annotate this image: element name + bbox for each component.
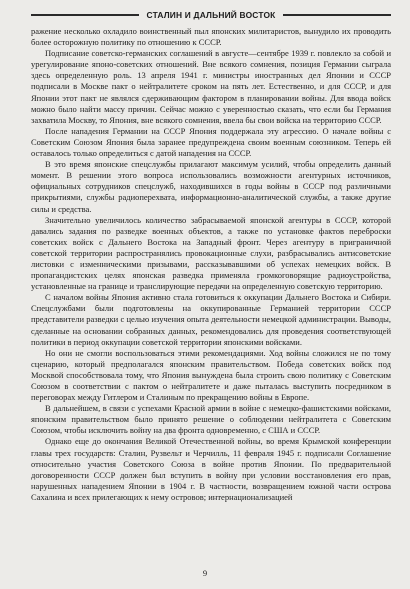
paragraph: В это время японские спецслужбы прилагают максимум усилий, чтобы определить данный момент. В решении этого вопроса использовались возможности агентурных источников, официальных сотрудников спецслужб, находившихся в годы войны в СССР под различными прикрытиями, службы радиоперехвата, информационно-аналитической службы, а также другие силы и средства. [31,159,391,214]
header-rule-right [283,14,391,16]
paragraph: Подписание советско-германских соглашений в августе—сентябре 1939 г. повлекло за собой и урегулирование японо-советских отношений. Вне всякого сомнения, позиция Германии сыграла здесь определенную роль. 13 апреля 1941 г. министры иностранных дел Японии и СССР подписали в Москве пакт о нейтралитете сроком на пять лет. Естественно, и для СССР, и для Японии этот пакт не являлся сдерживающим фактором в планировании войны. Для ввода войск можно было найти массу причин. Сейчас можно с уверенностью сказать, что если бы Германия захватила Москву, то Япония, вне всякого сомнения, ввела бы свои войска на территорию СССР. [31,48,391,125]
page-number: 9 [202,568,208,578]
paragraph: Значительно увеличилось количество забрасываемой японской агентуры в СССР, которой давались задания по разведке военных объектов, а также по установке фактов переброски советских войск с Дальнего Востока на Западный фронт. Через агентуру в приграничной советской территории распространялись провокационные слухи, разбрасывались антисоветские листовки с изменническими призывами, рассказывавшими об успехах немецких войск. В пропагандистских целях японская разведка применяла громкоговорящие радиоустройства, установленные на границе и транслирующие передачи на определенную советскую территорию. [31,214,391,292]
paragraph: ражение несколько охладило воинственный пыл японских милитаристов, вынудило их проводить более осторожную политику по отношению к СССР. [31,26,391,48]
header-rule-left [31,14,139,16]
body-text [31,26,391,503]
paragraph: В дальнейшем, в связи с успехами Красной армии в войне с немецко-фашистскими войсками, японским правительством было принято решение о соблюдении нейтралитета с Советским Союзом, чтобы исключить войну на два фронта одновременно, с США и СССР. [31,403,391,436]
paragraph: С началом войны Япония активно стала готовиться к оккупации Дальнего Востока и Сибири. Спецслужбами были подготовлены на оккупированные Германией территории СССР представители разведки с целью изучения опыта деятельности немецкой администрации. Выводы, сделанные на основании собранных данных, рекомендовались для проведения соответствующей политики в период оккупации советской территории японскими войсками. [31,292,391,347]
paragraph: Но они не смогли воспользоваться этими рекомендациями. Ход войны сложился не по тому сценарию, который предполагался японским правительством. Победа советских войск под Москвой способствовала тому, что Япония вынуждена была строить свою политику с Советским Союзом в соответствии с пактом о нейтралитете и даже пыталась выступить посредником в переговорах между Гитлером и Сталиным по прекращению войны в Европе. [31,347,391,403]
running-title: СТАЛИН И ДАЛЬНИЙ ВОСТОК [146,9,276,20]
paragraph: Однако еще до окончания Великой Отечественной войны, во время Крымской конференции главы трех государств: Сталин, Рузвельт и Черчилль, 11 февраля 1945 г. подписали Соглашение относительно участия Советского Союза в войне против Японии. По предварительной договоренности СССР должен был вступить в войну при условии восстановления его прав, нарушенных нападением Японии в 1904 г. В частности, возвращением южной части острова Сахалина и всех прилегающих к нему островов; интернационализацией [31,436,391,502]
running-header [31,6,391,23]
paragraph: После нападения Германии на СССР Япония поддержала эту агрессию. О начале войны с Советским Союзом Япония была заранее предупреждена своим военным союзником. Теперь ей оставалось только определиться с датой нападения на СССР. [31,125,391,159]
